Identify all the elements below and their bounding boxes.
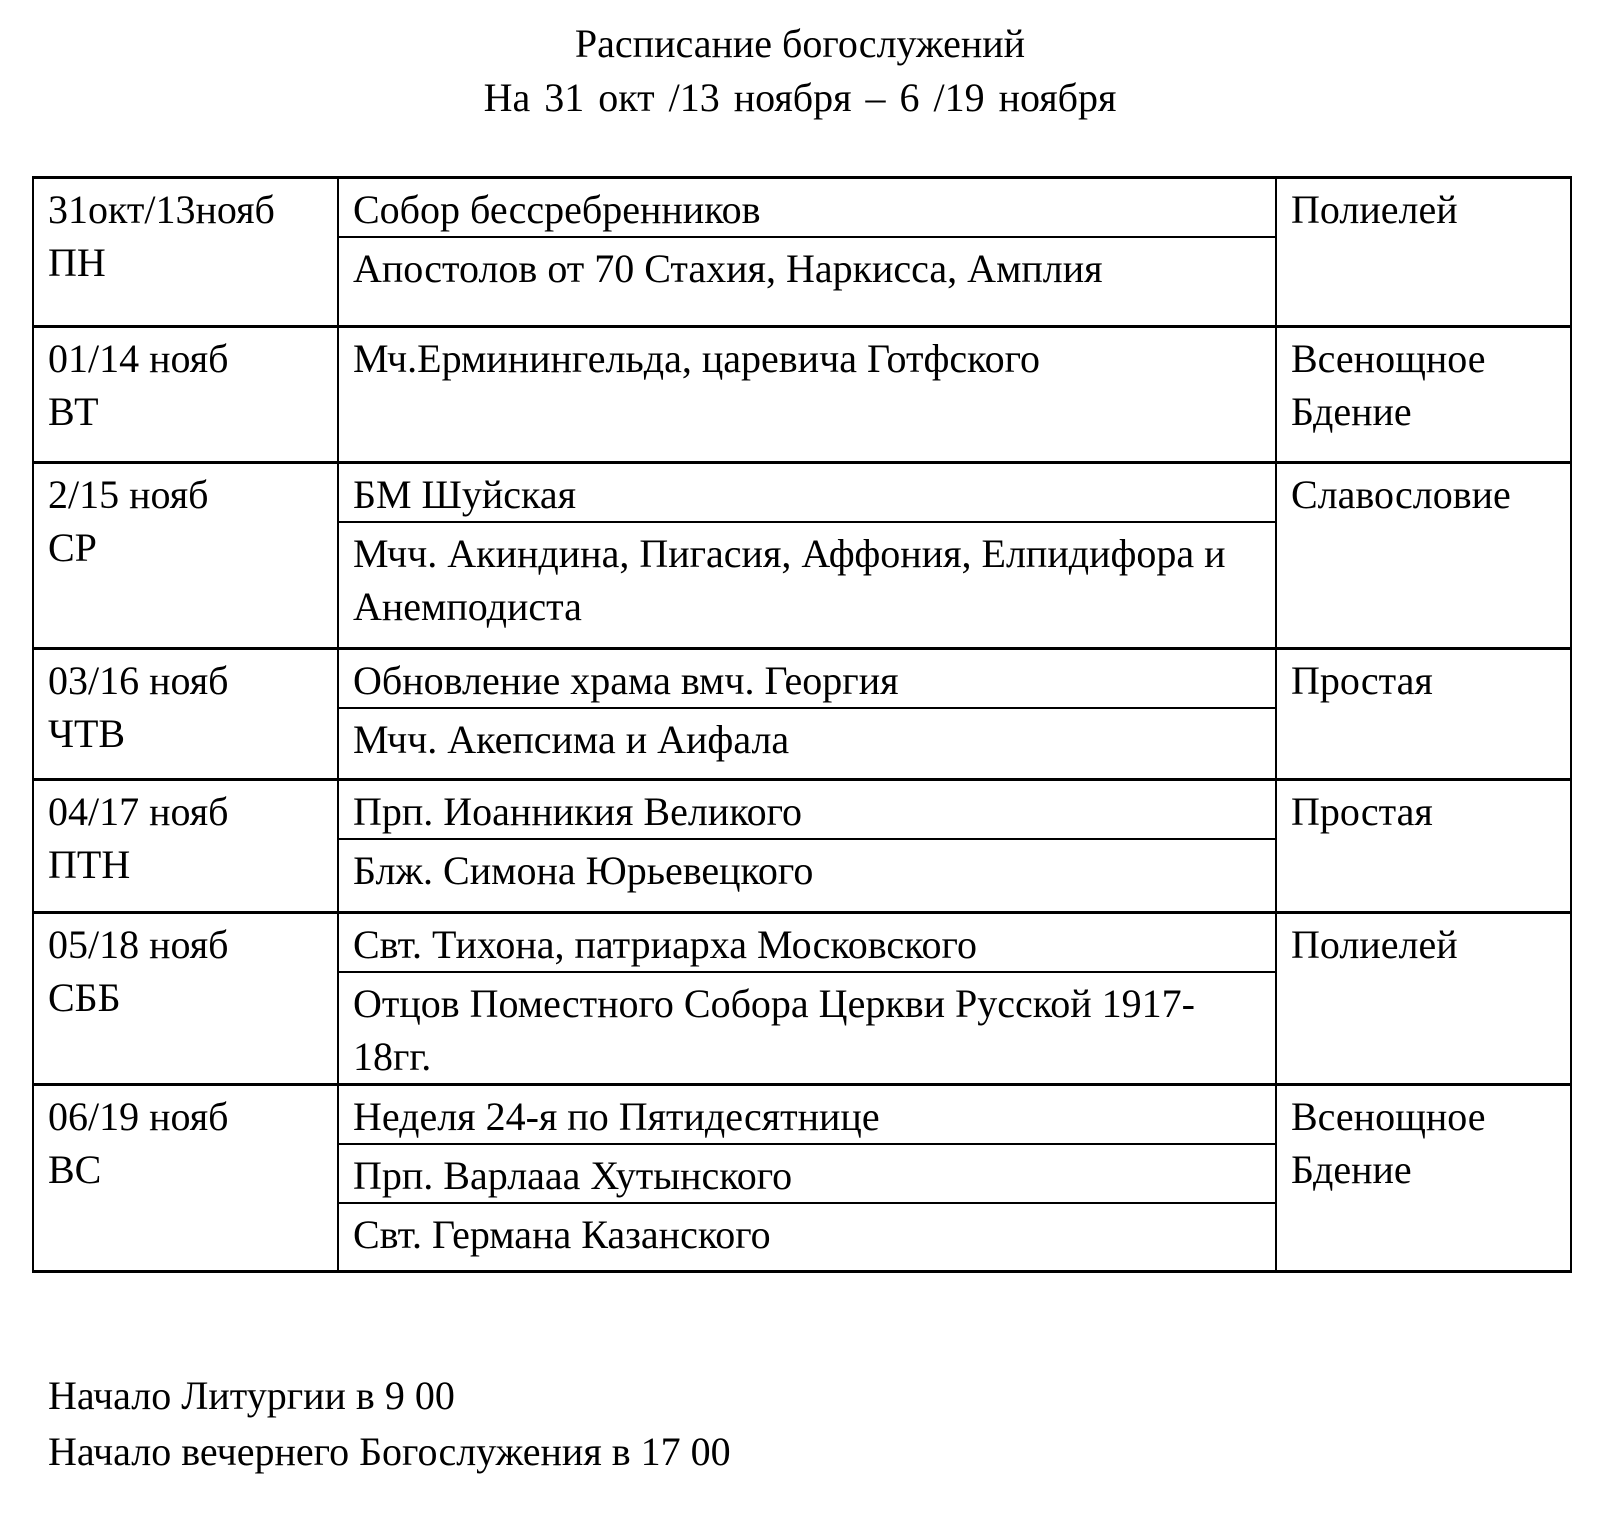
schedule-body xyxy=(33,178,1571,1272)
feast-item: Обновление храма вмч. Георгия xyxy=(339,650,1275,709)
service-type: Бдение xyxy=(1291,389,1412,434)
date-cell xyxy=(33,780,338,913)
date-range-subtitle: На 31 окт /13 ноября – 6 /19 ноября xyxy=(483,75,1117,120)
feast-cell xyxy=(338,649,1276,780)
feast-item: БМ Шуйская xyxy=(339,464,1275,523)
service-cell xyxy=(1276,780,1571,913)
service-type: Простая xyxy=(1291,789,1433,834)
feast-item: Блж. Симона Юрьевецкого xyxy=(353,848,814,893)
date-cell xyxy=(33,1085,338,1272)
day-row xyxy=(33,1085,1571,1272)
feast-item: Свт. Германа Казанского xyxy=(353,1212,771,1257)
feast-item: Прп. Иоанникия Великого xyxy=(339,781,1275,840)
service-type: Полиелей xyxy=(1291,922,1458,967)
feast-cell xyxy=(338,178,1276,327)
service-type: Бдение xyxy=(1291,1147,1412,1192)
weekday-label: СББ xyxy=(48,975,121,1020)
service-cell xyxy=(1276,913,1571,1085)
service-cell xyxy=(1276,649,1571,780)
feast-item: Прп. Варлааа Хутынского xyxy=(339,1145,1275,1204)
day-row xyxy=(33,780,1571,913)
day-row xyxy=(33,913,1571,1085)
service-type: Славословие xyxy=(1291,472,1511,517)
page-title: Расписание богослужений xyxy=(574,21,1026,66)
service-cell xyxy=(1276,327,1571,463)
service-cell xyxy=(1276,1085,1571,1272)
date-cell xyxy=(33,913,338,1085)
date-cell xyxy=(33,463,338,649)
feast-cell xyxy=(338,463,1276,649)
date-cell xyxy=(33,178,338,327)
service-cell xyxy=(1276,463,1571,649)
service-type: Простая xyxy=(1291,658,1433,703)
feast-cell xyxy=(338,1085,1276,1272)
feast-item: Отцов Поместного Собора Церкви Русской 1917-18гг. xyxy=(353,981,1195,1079)
date-label: 03/16 нояб xyxy=(48,658,229,703)
date-label: 05/18 нояб xyxy=(48,922,229,967)
feast-cell xyxy=(338,913,1276,1085)
feast-cell xyxy=(338,327,1276,463)
schedule-table xyxy=(32,176,1572,1273)
date-label: 04/17 нояб xyxy=(48,789,229,834)
weekday-label: ЧТВ xyxy=(48,711,126,756)
service-type: Всенощное xyxy=(1291,1094,1486,1139)
feast-item: Собор бессребренников xyxy=(339,179,1275,238)
weekday-label: ПТН xyxy=(48,842,131,887)
day-row xyxy=(33,178,1571,327)
date-label: 01/14 нояб xyxy=(48,336,229,381)
feast-item: Свт. Тихона, патриарха Московского xyxy=(339,914,1275,973)
weekday-label: ВС xyxy=(48,1147,102,1192)
feast-cell xyxy=(338,780,1276,913)
weekday-label: СР xyxy=(48,525,97,570)
feast-item: Мчч. Акиндина, Пигасия, Аффония, Елпидифора и Анемподиста xyxy=(353,531,1226,629)
date-cell xyxy=(33,649,338,780)
date-label: 2/15 нояб xyxy=(48,472,209,517)
feast-item: Апостолов от 70 Стахия, Наркисса, Амплия xyxy=(353,246,1103,291)
day-row xyxy=(33,463,1571,649)
service-type: Всенощное xyxy=(1291,336,1486,381)
date-cell xyxy=(33,327,338,463)
date-label: 06/19 нояб xyxy=(48,1094,229,1139)
date-label: 31окт/13нояб xyxy=(48,187,275,232)
service-type: Полиелей xyxy=(1291,187,1458,232)
service-cell xyxy=(1276,178,1571,327)
vespers-start-note: Начало вечернего Богослужения в 17 00 xyxy=(48,1429,731,1474)
liturgy-start-note: Начало Литургии в 9 00 xyxy=(48,1373,455,1418)
day-row xyxy=(33,649,1571,780)
weekday-label: ВТ xyxy=(48,389,99,434)
feast-item: Мч.Ерминингельда, царевича Готфского xyxy=(353,336,1040,381)
feast-item: Неделя 24-я по Пятидесятнице xyxy=(339,1086,1275,1145)
weekday-label: ПН xyxy=(48,240,106,285)
day-row xyxy=(33,327,1571,463)
feast-item: Мчч. Акепсима и Аифала xyxy=(353,717,790,762)
